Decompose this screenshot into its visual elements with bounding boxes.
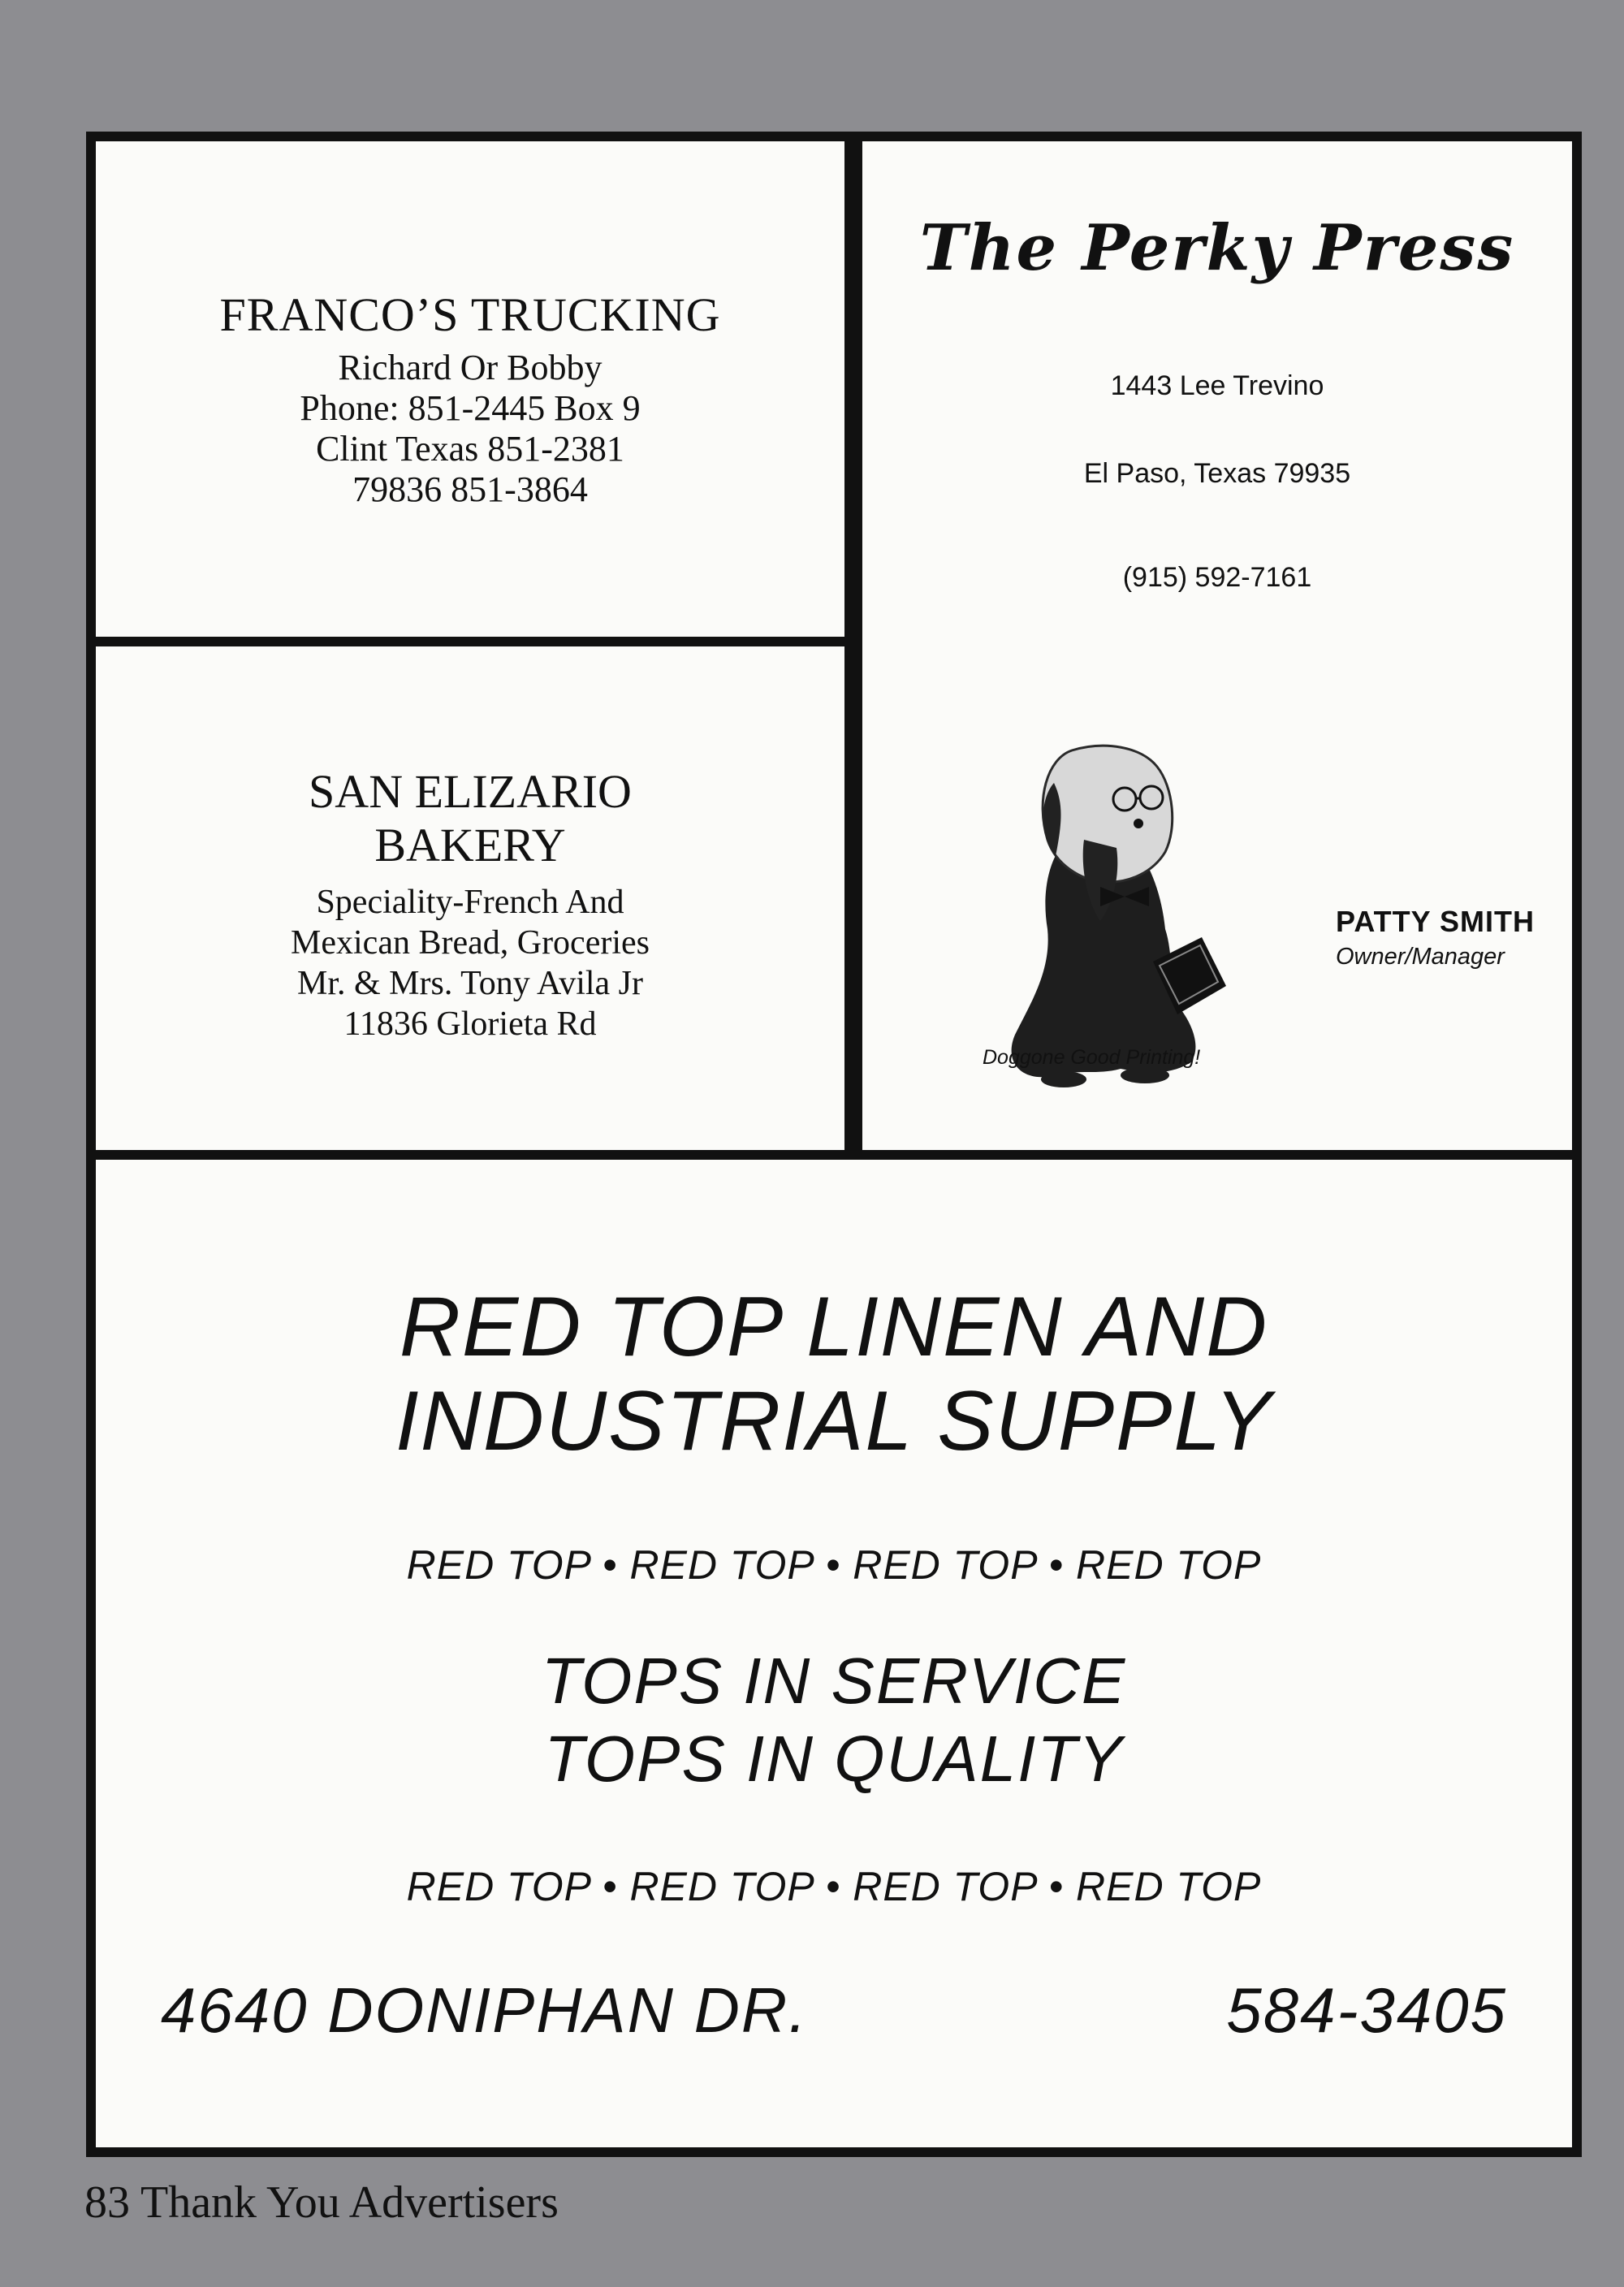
- francos-line: 79836 851-3864: [352, 469, 588, 509]
- red-top-repeat-line: RED TOP • RED TOP • RED TOP • RED TOP: [406, 1542, 1262, 1588]
- bakery-line: Speciality-French And: [316, 884, 624, 921]
- bakery-line: Mr. & Mrs. Tony Avila Jr: [296, 965, 644, 1002]
- dog-with-book-illustration: [958, 694, 1299, 1181]
- owner-name: PATTY SMITH: [1336, 905, 1535, 938]
- perky-phone: (915) 592-7161: [1122, 562, 1312, 593]
- francos-line: Phone: 851-2445 Box 9: [300, 388, 641, 428]
- bakery-details: [96, 882, 844, 1044]
- francos-line: Clint Texas 851-2381: [316, 429, 624, 469]
- red-top-linen-ad: [96, 1160, 1572, 2147]
- francos-details: [96, 348, 844, 510]
- francos-trucking-ad: [96, 141, 844, 637]
- bakery-line: Mexican Bread, Groceries: [291, 924, 650, 962]
- red-top-headline: [96, 1280, 1572, 1468]
- francos-title: FRANCO’S TRUCKING: [219, 288, 721, 341]
- san-elizario-bakery-ad: [96, 646, 844, 1150]
- page-footer: 83 Thank You Advertisers: [84, 2177, 559, 2228]
- perky-address-line: 1443 Lee Trevino: [1110, 370, 1324, 401]
- red-top-phone: 584-3405: [1226, 1974, 1507, 2046]
- headline-line: INDUSTRIAL SUPPLY: [395, 1374, 1273, 1468]
- bakery-title-line: BAKERY: [374, 819, 566, 871]
- red-top-tagline: [96, 1642, 1572, 1798]
- francos-line: Richard Or Bobby: [338, 348, 603, 387]
- ad-frame: [86, 132, 1582, 2157]
- bakery-title: [96, 765, 844, 872]
- perky-slogan: Doggone Good Printing!: [983, 1046, 1201, 1069]
- perky-press-logo: The Perky Press: [919, 211, 1515, 285]
- red-top-address: 4640 DONIPHAN DR.: [161, 1974, 808, 2046]
- tagline-line: TOPS IN QUALITY: [544, 1723, 1124, 1795]
- perky-press-ad: [862, 141, 1572, 1150]
- headline-line: RED TOP LINEN AND: [399, 1280, 1269, 1374]
- perky-owner: [1336, 905, 1535, 971]
- owner-title: Owner/Manager: [1336, 944, 1505, 970]
- perky-city-line: El Paso, Texas 79935: [1083, 458, 1351, 489]
- tagline-line: TOPS IN SERVICE: [541, 1645, 1127, 1717]
- bakery-title-line: SAN ELIZARIO: [309, 765, 632, 818]
- bakery-line: 11836 Glorieta Rd: [343, 1005, 597, 1043]
- red-top-repeat-line: RED TOP • RED TOP • RED TOP • RED TOP: [406, 1864, 1262, 1909]
